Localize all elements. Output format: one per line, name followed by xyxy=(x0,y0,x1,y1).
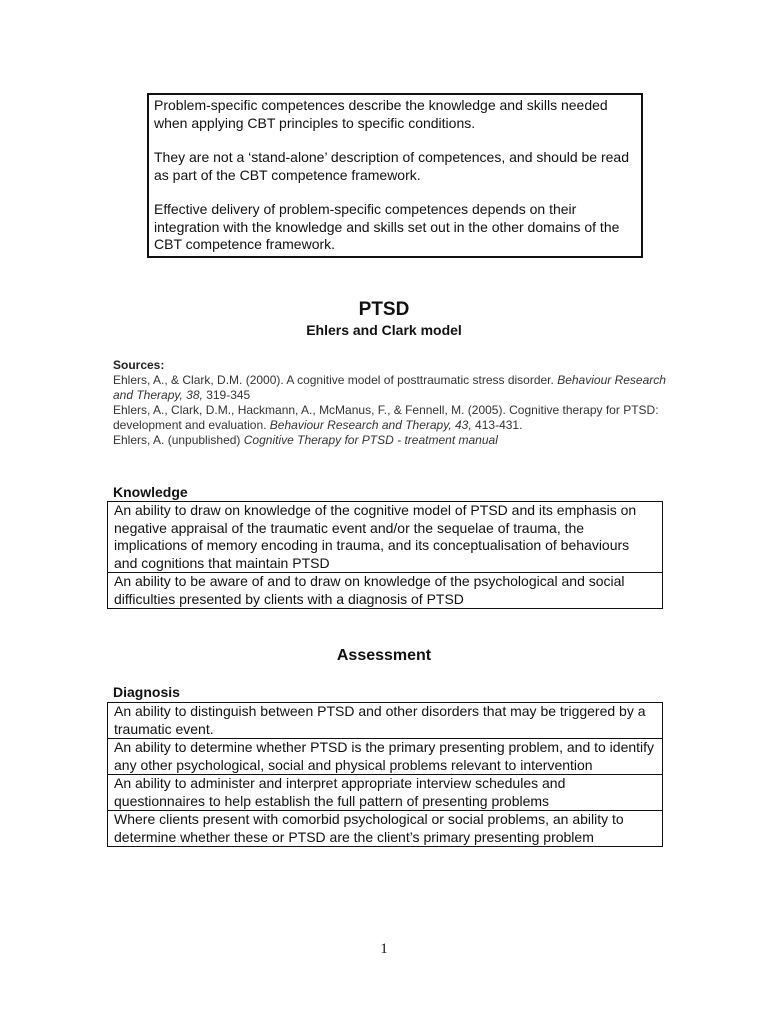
table-row xyxy=(108,703,663,739)
table-row xyxy=(108,739,663,775)
diagnosis-item-2: An ability to determine whether PTSD is the primary presenting problem, and to identify any other psychological, social and physical problems relevant to intervention xyxy=(108,739,663,775)
diagnosis-item-1: An ability to distinguish between PTSD and other disorders that may be triggered by a traumatic event. xyxy=(108,703,663,739)
ref2-journal: Behaviour Research and Therapy, 43, xyxy=(269,418,472,432)
ref1-authors: Ehlers, A., & Clark, D.M. (2000). A cognitive model of posttraumatic stress disorder. xyxy=(113,373,554,387)
table-row xyxy=(108,502,663,573)
knowledge-item-1: An ability to draw on knowledge of the cognitive model of PTSD and its emphasis on negative appraisal of the traumatic event and/or the sequelae of trauma, the implications of memory encoding in trauma, and its conceptualisation of behaviours and cognitions that maintain PTSD xyxy=(108,502,663,573)
ref3-title: Cognitive Therapy for PTSD - treatment manual xyxy=(243,433,498,447)
knowledge-label: Knowledge xyxy=(113,484,188,500)
table-row xyxy=(108,573,663,609)
page-subtitle: Ehlers and Clark model xyxy=(306,322,462,338)
ref1-pages: 319-345 xyxy=(206,388,251,402)
diagnosis-item-3: An ability to administer and interpret appropriate interview schedules and questionnaires to help establish the full pattern of presenting problems xyxy=(108,775,663,811)
table-row xyxy=(108,811,663,847)
ref2-authors: Ehlers, A., Clark, D.M., Hackmann, A., McManus, F., & Fennell, M. (2005). Cognitive therapy for PTSD: development and evaluation. xyxy=(113,403,659,432)
source-reference-3 xyxy=(113,433,673,448)
sources-block xyxy=(113,358,673,448)
diagnosis-label: Diagnosis xyxy=(113,684,180,700)
source-reference-2 xyxy=(113,403,673,433)
ref1-journal: Behaviour Research and Therapy, 38, xyxy=(113,373,666,402)
assessment-heading: Assessment xyxy=(336,647,432,664)
sources-label: Sources: xyxy=(113,358,165,372)
source-reference-1 xyxy=(113,373,673,403)
table-row xyxy=(108,775,663,811)
ref3-authors: Ehlers, A. (unpublished) xyxy=(113,433,241,447)
page-title: PTSD xyxy=(358,299,410,320)
knowledge-table xyxy=(107,501,663,609)
page-number: 1 xyxy=(380,941,388,957)
intro-paragraph-2: They are not a ‘stand-alone’ description of competences, and should be read as part of the CBT competence framework. xyxy=(154,149,630,183)
intro-paragraph-1: Problem-specific competences describe the knowledge and skills needed when applying CBT principles to specific conditions. xyxy=(154,97,608,131)
ref2-pages: 413-431. xyxy=(475,418,523,432)
intro-paragraph-3: Effective delivery of problem-specific competences depends on their integration with the knowledge and skills set out in the other domains of the CBT competence framework. xyxy=(154,201,620,252)
intro-box xyxy=(147,93,643,258)
knowledge-item-2: An ability to be aware of and to draw on knowledge of the psychological and social difficulties presented by clients with a diagnosis of PTSD xyxy=(108,573,663,609)
diagnosis-item-4: Where clients present with comorbid psychological or social problems, an ability to determine whether these or PTSD are the client’s primary presenting problem xyxy=(108,811,663,847)
diagnosis-table xyxy=(107,702,663,847)
